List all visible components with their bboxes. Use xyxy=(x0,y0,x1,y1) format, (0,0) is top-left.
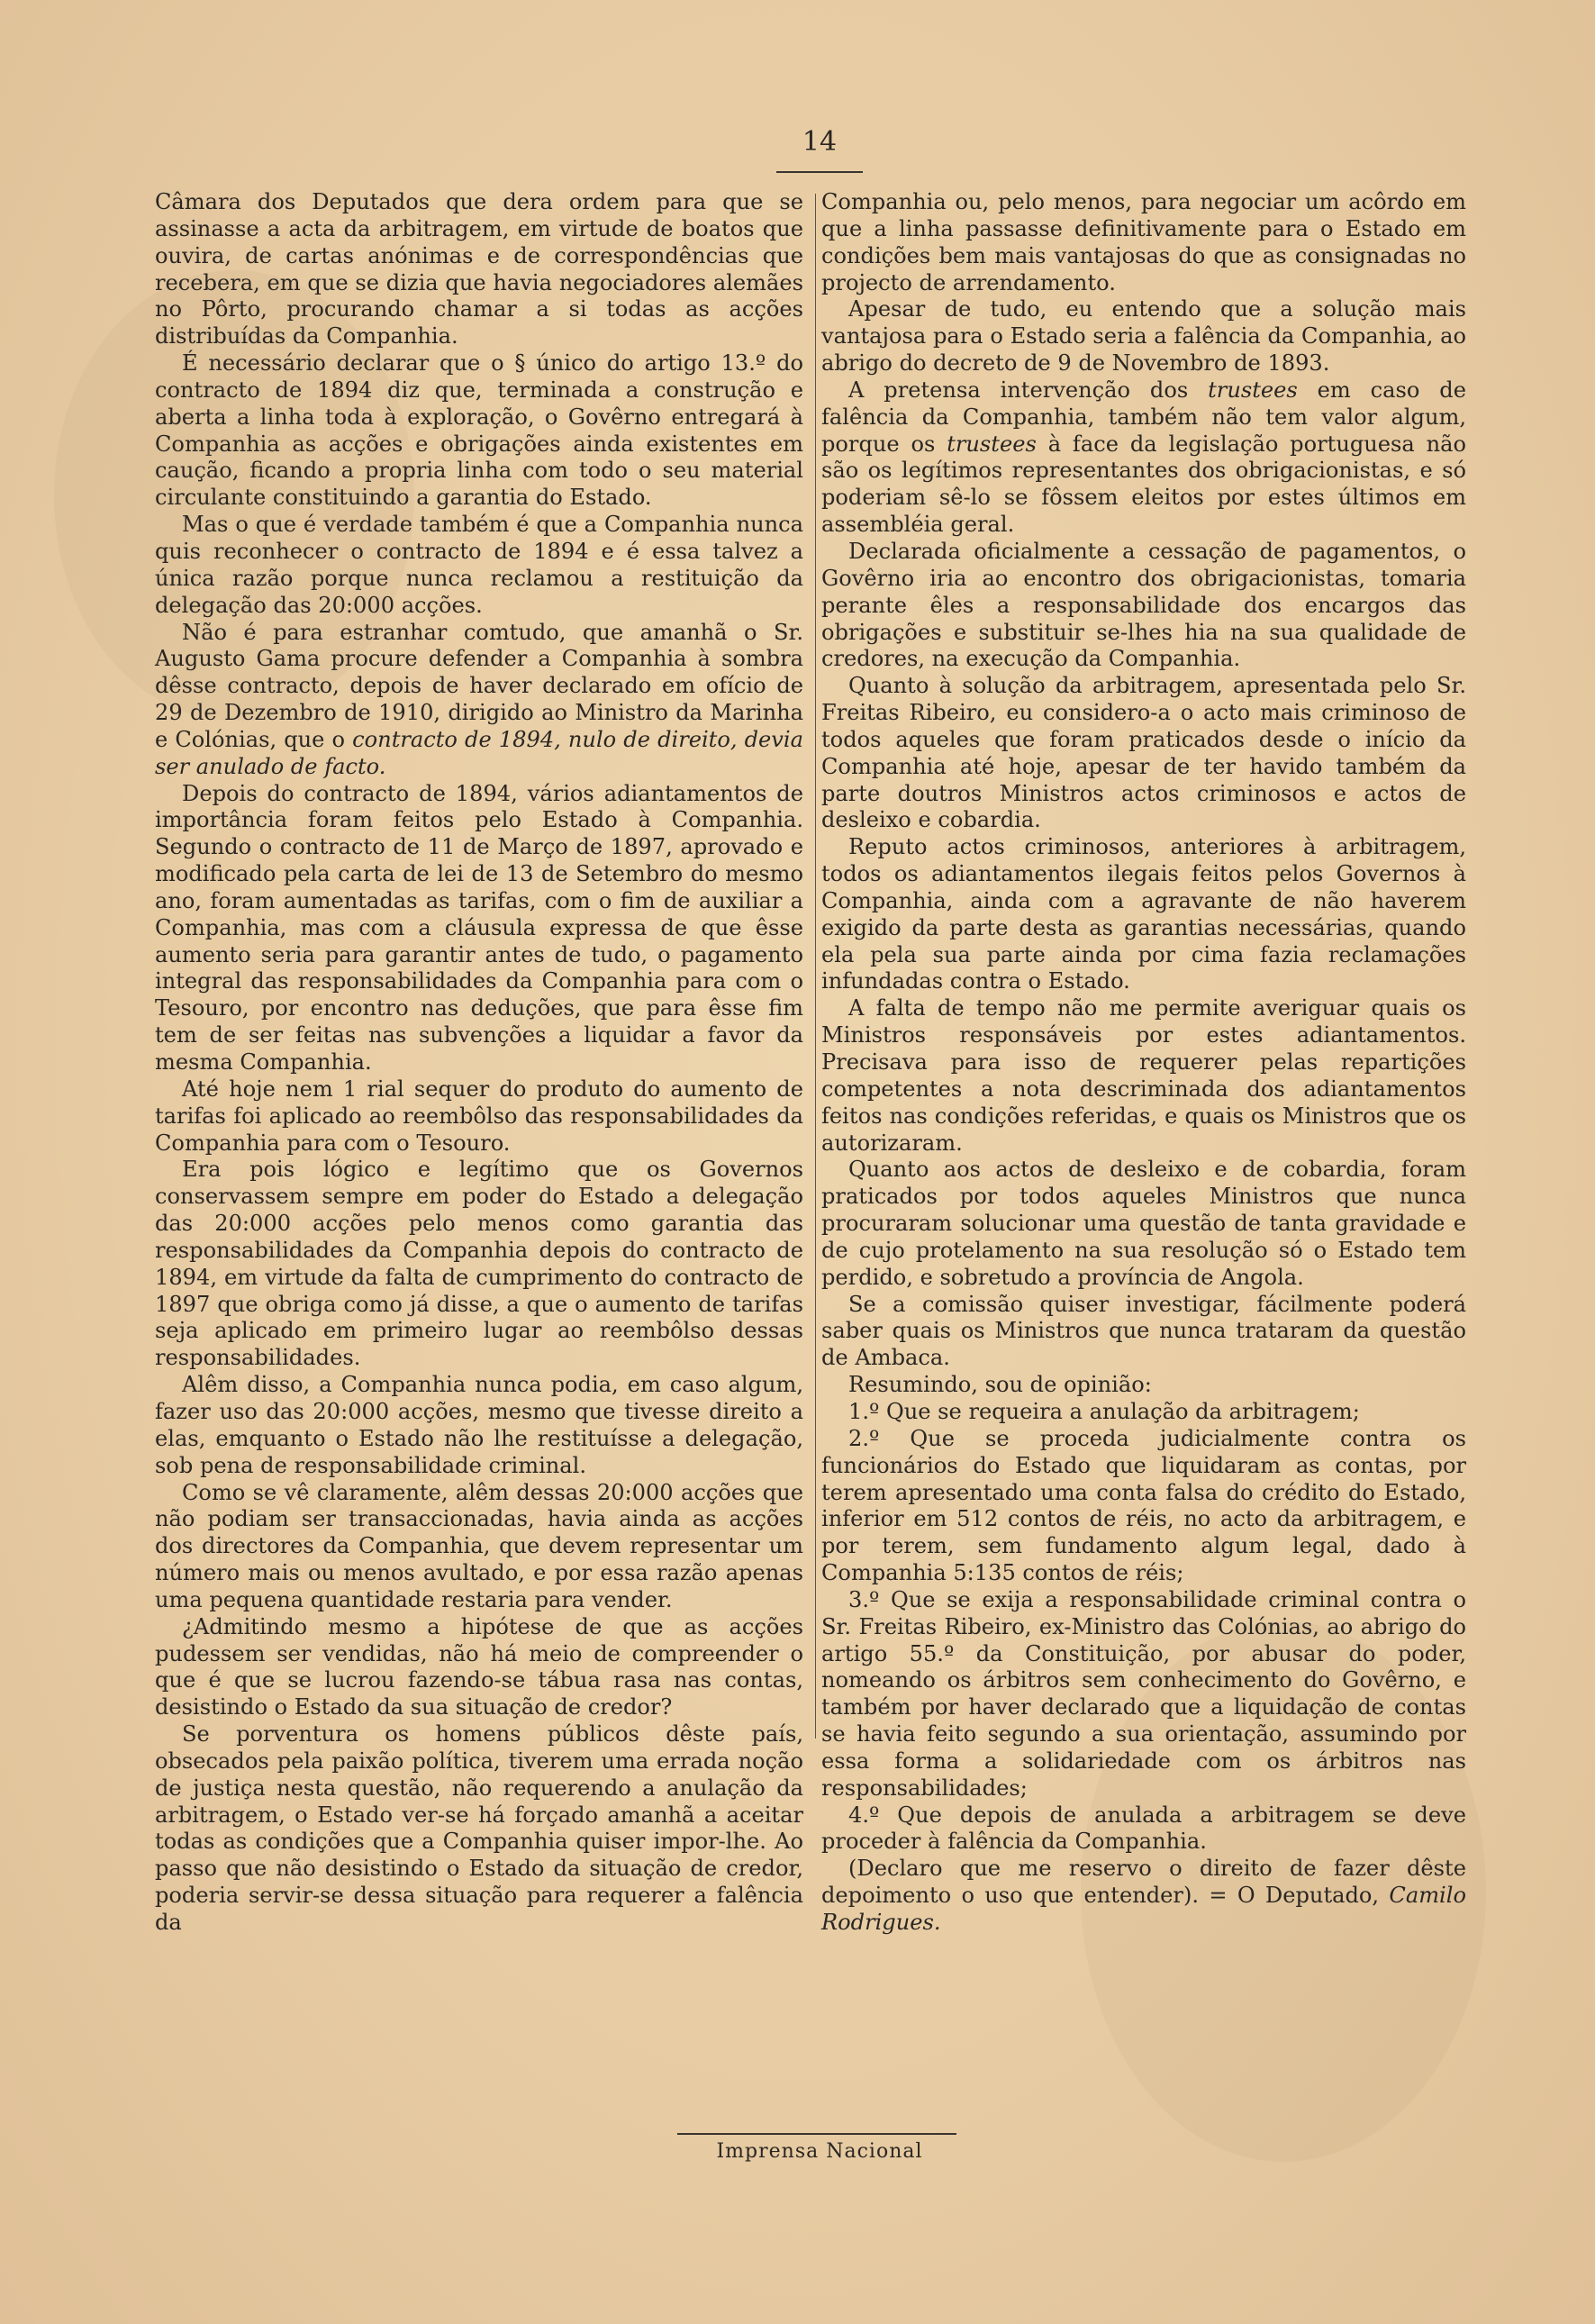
page-number-rule xyxy=(776,171,863,173)
paragraph: Se porventura os homens públicos dêste país, obsecados pela paixão política, tiverem uma errada noção de justiça nesta questão, não requerendo a anulação da arbitragem, o Estado ver-se há forçado amanhã a aceitar todas as condições que a Companhia quiser impor-lhe. Ao passo que não desistindo o Estado da situação de credor, poderia servir-se dessa situação para requerer a falência da xyxy=(155,1721,803,1935)
column-divider xyxy=(815,194,816,1738)
paragraph: Alêm disso, a Companhia nunca podia, em caso algum, fazer uso das 20:000 acções, mesmo que tivesse direito a elas, emquanto o Estado não lhe restituísse a delegação, sob pena de responsabilidade criminal. xyxy=(155,1372,803,1478)
paragraph: Resumindo, sou de opinião: xyxy=(848,1372,1152,1398)
left-column xyxy=(155,189,803,1937)
paragraph xyxy=(821,377,1466,539)
paragraph-text: à face da legislação portuguesa não são os legítimos representantes dos obrigacionistas, e só poderiam sê-lo se fôssem eleitos por estes últimos em assembléia geral. xyxy=(821,431,1466,538)
page-number: 14 xyxy=(802,126,838,158)
paragraph: Quanto à solução da arbitragem, apresentada pelo Sr. Freitas Ribeiro, eu considero-a o acto mais criminoso de todos aqueles que foram praticados desde o início da Companhia até hoje, apesar de ter havido também da parte doutros Ministros actos criminosos e actos de desleixo e cobardia. xyxy=(821,673,1466,833)
paragraph xyxy=(155,620,803,781)
paragraph: 4.º Que depois de anulada a arbitragem se deve proceder à falência da Companhia. xyxy=(821,1802,1466,1855)
paragraph: É necessário declarar que o § único do artigo 13.º do contracto de 1894 diz que, terminada a construção e aberta a linha toda à exploração, o Govêrno entregará à Companhia as acções e obrigações ainda existentes em caução, ficando a propria linha com todo o seu material circulante constituindo a garantia do Estado. xyxy=(155,350,803,511)
paragraph: Câmara dos Deputados que dera ordem para que se assinasse a acta da arbitragem, em virtude de boatos que ouvira, de cartas anónimas e de correspondências que recebera, em que se dizia que havia negociadores alemães no Pôrto, procurando chamar a si todas as acções distribuídas da Companhia. xyxy=(155,189,803,350)
paragraph: 1.º Que se requeira a anulação da arbitragem; xyxy=(848,1398,1360,1424)
paragraph: 2.º Que se proceda judicialmente contra os funcionários do Estado que liquidaram as contas, por terem apresentado uma conta falsa do crédito do Estado, inferior em 512 contos de réis, no acto da arbitragem, e por terem, sem fundamento algum legal, dado à Companhia 5:135 contos de réis; xyxy=(821,1425,1466,1586)
italic-term: trustees xyxy=(1208,377,1298,403)
paragraph: Se a comissão quiser investigar, fácilmente poderá saber quais os Ministros que nunca trataram da questão de Ambaca. xyxy=(821,1291,1466,1371)
paragraph: Era pois lógico e legítimo que os Governos conservassem sempre em poder do Estado a delegação das 20:000 acções pelo menos como garantia das responsabilidades da Companhia depois do contracto de 1894, em virtude da falta de cumprimento do contracto de 1897 que obriga como já disse, a que o aumento de tarifas seja aplicado em primeiro lugar ao reembôlso dessas responsabilidades. xyxy=(155,1157,803,1371)
paragraph: Declarada oficialmente a cessação de pagamentos, o Govêrno iria ao encontro dos obrigacionistas, tomaria perante êles a responsabilidade dos encargos das obrigações e substituir se-lhes hia na sua qualidade de credores, na execução da Companhia. xyxy=(821,538,1466,672)
signature: Camilo Rodrigues. xyxy=(821,1883,1466,1935)
paragraph-text: Não é para estranhar comtudo, que amanhã o Sr. Augusto Gama procure defender a Companhia à sombra dêsse contracto, depois de haver declarado em ofício de 29 de Dezembro de 1910, dirigido ao Ministro da Marinha e Colónias, que o xyxy=(155,619,803,752)
italic-quote: contracto de 1894, nulo de direito, devia ser anulado de facto. xyxy=(155,726,803,779)
paragraph: ¿Admitindo mesmo a hipótese de que as acções pudessem ser vendidas, não há meio de compreender o que é que se lucrou fazendo-se tábua rasa nas contas, desistindo o Estado da sua situação de credor? xyxy=(155,1613,803,1720)
italic-term: trustees xyxy=(947,431,1037,457)
imprint: Imprensa Nacional xyxy=(716,2140,923,2163)
paragraph: Até hoje nem 1 rial sequer do produto do aumento de tarifas foi aplicado ao reembôlso das responsabilidades da Companhia para com o Tesouro. xyxy=(155,1076,803,1156)
paragraph-text: A pretensa intervenção dos xyxy=(848,377,1189,403)
paragraph: 3.º Que se exija a responsabilidade criminal contra o Sr. Freitas Ribeiro, ex-Ministro das Colónias, ao abrigo do artigo 55.º da Constituição, por abusar do poder, nomeando os árbitros sem conhecimento do Govêrno, e também por haver declarado que a liquidação de contas se havia feito segundo a sua orientação, assumindo por essa forma a solidariedade com os árbitros nas responsabilidades; xyxy=(821,1586,1466,1801)
paragraph: A falta de tempo não me permite averiguar quais os Ministros responsáveis por estes adiantamentos. Precisava para isso de requerer pelas repartições competentes a nota descriminada dos adiantamentos feitos nas condições referidas, e quais os Ministros que os autorizaram. xyxy=(821,995,1466,1156)
right-column xyxy=(821,189,1466,1937)
paragraph: Depois do contracto de 1894, vários adiantamentos de importância foram feitos pelo Estado à Companhia. Segundo o contracto de 11 de Março de 1897, aprovado e modificado pela carta de lei de 13 de Setembro do mesmo ano, foram aumentadas as tarifas, com o fim de auxiliar a Companhia, mas com a cláusula expressa de que êsse aumento seria para garantir antes de tudo, o pagamento integral das responsabilidades da Companhia para com o Tesouro, por encontro nas deduções, que para êsse fim tem de ser feitas nas subvenções a liquidar a favor da mesma Companhia. xyxy=(155,780,803,1075)
paragraph: Apesar de tudo, eu entendo que a solução mais vantajosa para o Estado seria a falência da Companhia, ao abrigo do decreto de 9 de Novembro de 1893. xyxy=(821,296,1466,377)
paragraph: Quanto aos actos de desleixo e de cobardia, foram praticados por todos aqueles Ministros que nunca procuraram solucionar uma questão de tanta gravidade e de cujo protelamento na sua resolução só o Estado tem perdido, e sobretudo a província de Angola. xyxy=(821,1157,1466,1290)
paragraph-text: (Declaro que me reservo o direito de fazer dêste depoimento o uso que entender). = O Deputado, xyxy=(821,1856,1466,1909)
paragraph: Reputo actos criminosos, anteriores à arbitragem, todos os adiantamentos ilegais feitos pelos Governos à Companhia, ainda com a agravante de não haverem exigido da parte desta as garantias necessárias, quando ela pela sua parte ainda por cima fazia reclamações infundadas contra o Estado. xyxy=(821,834,1466,994)
paragraph-text: em caso de falência da Companhia, também não tem valor algum, porque os xyxy=(821,377,1466,457)
paragraph: Como se vê claramente, alêm dessas 20:000 acções que não podiam ser transaccionadas, havia ainda as acções dos directores da Companhia, que devem representar um número mais ou menos avultado, e por essa razão apenas uma pequena quantidade restaria para vender. xyxy=(155,1479,803,1612)
paragraph: Mas o que é verdade também é que a Companhia nunca quis reconhecer o contracto de 1894 e é essa talvez a única razão porque nunca reclamou a restituição da delegação das 20:000 acções. xyxy=(155,512,803,618)
footer-rule xyxy=(677,2133,956,2135)
paragraph xyxy=(821,1856,1466,1937)
paragraph: Companhia ou, pelo menos, para negociar um acôrdo em que a linha passasse definitivamente para o Estado em condições bem mais vantajosas do que as consignadas no projecto de arrendamento. xyxy=(821,189,1466,295)
